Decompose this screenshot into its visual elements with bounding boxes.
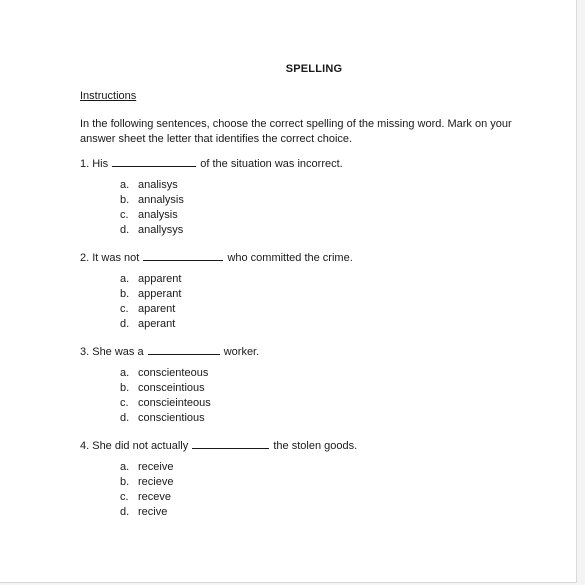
option-letter: a. (120, 179, 130, 191)
question-3-blank (148, 345, 220, 355)
question-2 (80, 251, 353, 264)
option-item (120, 396, 211, 411)
option-text: apparent (138, 273, 182, 285)
option-item (120, 287, 181, 302)
option-item (120, 178, 184, 193)
option-text: recive (138, 506, 168, 518)
question-2-prefix: 2. It was not (80, 252, 140, 264)
option-text: recieve (138, 476, 174, 488)
question-2-blank (143, 251, 223, 261)
option-item (120, 460, 173, 475)
option-letter: a. (120, 273, 130, 285)
question-1 (80, 157, 343, 170)
option-text: receive (138, 461, 174, 473)
option-text: conscieinteous (138, 397, 211, 409)
question-3-options (120, 366, 211, 426)
question-4 (80, 439, 357, 452)
question-1-options (120, 178, 184, 238)
option-letter: b. (120, 476, 130, 488)
question-1-blank (112, 157, 196, 167)
option-letter: d. (120, 318, 130, 330)
option-text: analysis (138, 209, 178, 221)
option-item (120, 317, 181, 332)
option-text: anallysys (138, 224, 184, 236)
question-4-options (120, 460, 173, 520)
question-1-suffix: of the situation was incorrect. (200, 158, 343, 170)
option-letter: a. (120, 367, 130, 379)
option-item (120, 381, 211, 396)
question-3 (80, 345, 259, 358)
option-letter: b. (120, 288, 130, 300)
question-2-suffix: who committed the crime. (227, 252, 353, 264)
question-4-blank (192, 439, 269, 449)
option-item (120, 411, 211, 426)
option-item (120, 475, 173, 490)
option-item (120, 223, 184, 238)
option-item (120, 272, 181, 287)
option-item (120, 208, 184, 223)
question-2-options (120, 272, 181, 332)
option-item (120, 302, 181, 317)
instructions-heading: Instructions (80, 90, 137, 102)
question-3-prefix: 3. She was a (80, 346, 144, 358)
option-text: annalysis (138, 194, 184, 206)
option-text: consceintious (138, 382, 205, 394)
option-letter: c. (120, 303, 129, 315)
option-text: aparent (138, 303, 176, 315)
option-letter: b. (120, 194, 130, 206)
option-letter: c. (120, 209, 129, 221)
option-text: analisys (138, 179, 178, 191)
option-text: receve (138, 491, 172, 503)
option-item (120, 193, 184, 208)
option-letter: d. (120, 506, 130, 518)
option-letter: c. (120, 491, 129, 503)
option-text: apperant (138, 288, 182, 300)
option-letter: a. (120, 461, 130, 473)
option-item (120, 505, 173, 520)
question-3-suffix: worker. (223, 346, 260, 358)
question-4-prefix: 4. She did not actually (80, 440, 189, 452)
page-title: SPELLING (285, 63, 343, 75)
option-text: aperant (138, 318, 176, 330)
instructions-text: In the following sentences, choose the correct spelling of the missing word. Mark on your answer sheet the letter that identifies the correct choice. (80, 118, 512, 145)
question-4-suffix: the stolen goods. (273, 440, 358, 452)
option-text: conscienteous (138, 367, 209, 379)
question-1-prefix: 1. His (80, 158, 109, 170)
option-letter: c. (120, 397, 129, 409)
option-letter: b. (120, 382, 130, 394)
option-letter: d. (120, 224, 130, 236)
option-item (120, 366, 211, 381)
option-letter: d. (120, 412, 130, 424)
option-text: conscientious (138, 412, 205, 424)
option-item (120, 490, 173, 505)
